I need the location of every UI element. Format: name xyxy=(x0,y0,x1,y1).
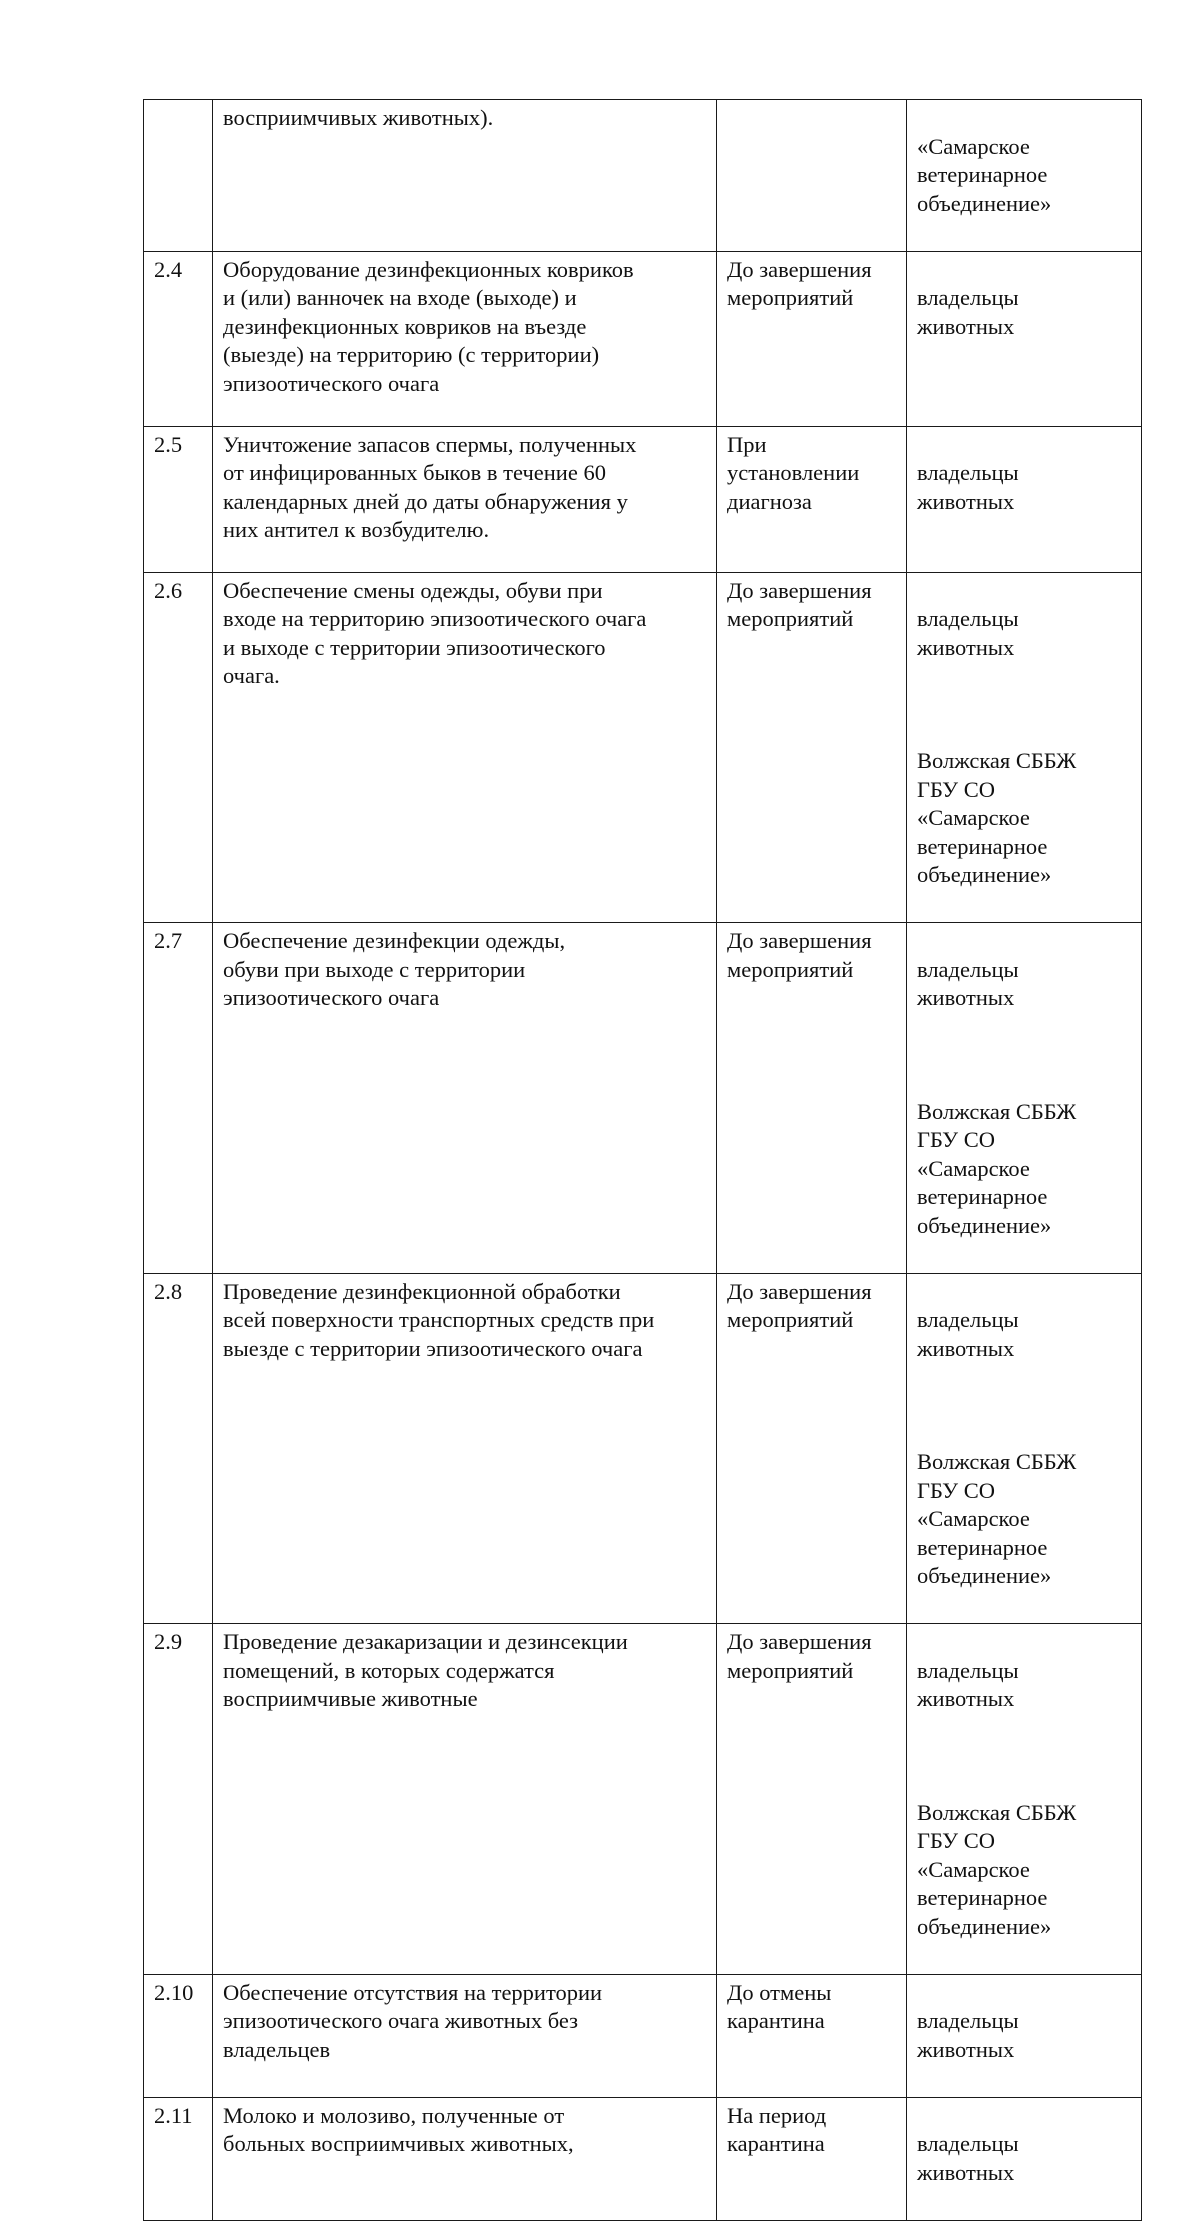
row-number: 2.10 xyxy=(144,1974,213,2097)
responsible-cell xyxy=(907,1974,1142,2097)
action-cell: Уничтожение запасов спермы, полученных от инфицированных быков в течение 60 календарных дней до даты обнаружения у них антител к возбудителю. xyxy=(213,426,717,572)
responsible-main: владельцы животных xyxy=(917,2008,1019,2062)
action-cell: восприимчивых животных). xyxy=(213,100,717,252)
responsible-cell xyxy=(907,923,1142,1274)
responsible-cell xyxy=(907,251,1142,426)
responsible-service: Волжская СББЖ ГБУ СО «Самарское ветеринарное объединение» xyxy=(917,1799,1077,1939)
term-cell: До завершения мероприятий xyxy=(717,251,907,426)
table-row xyxy=(144,100,1142,252)
responsible-main: владельцы животных xyxy=(917,606,1019,660)
table-row xyxy=(144,426,1142,572)
responsible-cell xyxy=(907,1624,1142,1975)
responsible-main: владельцы животных xyxy=(917,460,1019,514)
row-number xyxy=(144,100,213,252)
action-cell: Оборудование дезинфекционных ковриков и (или) ванночек на входе (выходе) и дезинфекционных ковриков на въезде (выезде) на территорию (с территории) эпизоотического очага xyxy=(213,251,717,426)
responsible-main: владельцы животных xyxy=(917,285,1019,339)
action-cell: Молоко и молозиво, полученные от больных восприимчивых животных, xyxy=(213,2097,717,2220)
table-row xyxy=(144,923,1142,1274)
table-row xyxy=(144,1624,1142,1975)
term-cell: При установлении диагноза xyxy=(717,426,907,572)
row-number: 2.6 xyxy=(144,572,213,923)
measures-table xyxy=(143,99,1142,2221)
responsible-cell xyxy=(907,572,1142,923)
table-row xyxy=(144,1974,1142,2097)
responsible-service: Волжская СББЖ ГБУ СО «Самарское ветеринарное объединение» xyxy=(917,748,1077,887)
action-cell: Обеспечение отсутствия на территории эпизоотического очага животных без владельцев xyxy=(213,1974,717,2097)
responsible-spacer xyxy=(917,1742,1133,1770)
responsible-cell xyxy=(907,426,1142,572)
term-cell: До завершения мероприятий xyxy=(717,1273,907,1624)
row-number: 2.11 xyxy=(144,2097,213,2220)
responsible-spacer xyxy=(917,1041,1133,1069)
responsible-main: владельцы животных xyxy=(917,1307,1019,1361)
responsible-spacer xyxy=(917,691,1133,719)
table-row xyxy=(144,1273,1142,1624)
responsible-main: владельцы животных xyxy=(917,2131,1019,2185)
row-number: 2.9 xyxy=(144,1624,213,1975)
table-row xyxy=(144,572,1142,923)
term-cell: До завершения мероприятий xyxy=(717,572,907,923)
action-cell: Проведение дезинфекционной обработки всей поверхности транспортных средств при выезде с территории эпизоотического очага xyxy=(213,1273,717,1624)
responsible-service: Волжская СББЖ ГБУ СО «Самарское ветеринарное объединение» xyxy=(917,1449,1077,1588)
row-number: 2.5 xyxy=(144,426,213,572)
responsible-spacer xyxy=(917,1392,1133,1420)
row-number: 2.4 xyxy=(144,251,213,426)
term-cell: На период карантина xyxy=(717,2097,907,2220)
responsible-cell xyxy=(907,2097,1142,2220)
term-cell: До завершения мероприятий xyxy=(717,923,907,1274)
table-row xyxy=(144,251,1142,426)
row-number: 2.8 xyxy=(144,1273,213,1624)
row-number: 2.7 xyxy=(144,923,213,1274)
term-cell: До отмены карантина xyxy=(717,1974,907,2097)
table-row xyxy=(144,2097,1142,2220)
action-cell: Проведение дезакаризации и дезинсекции помещений, в которых содержатся восприимчивые животные xyxy=(213,1624,717,1975)
responsible-cell xyxy=(907,1273,1142,1624)
responsible-main: «Самарское ветеринарное объединение» xyxy=(917,133,1052,216)
action-cell: Обеспечение дезинфекции одежды, обуви при выходе с территории эпизоотического очага xyxy=(213,923,717,1274)
term-cell: До завершения мероприятий xyxy=(717,1624,907,1975)
responsible-main: владельцы животных xyxy=(917,1657,1019,1711)
action-cell: Обеспечение смены одежды, обуви при входе на территорию эпизоотического очага и выходе с территории эпизоотического очага. xyxy=(213,572,717,923)
responsible-service: Волжская СББЖ ГБУ СО «Самарское ветеринарное объединение» xyxy=(917,1098,1077,1238)
term-cell xyxy=(717,100,907,252)
responsible-cell xyxy=(907,100,1142,252)
responsible-main: владельцы животных xyxy=(917,956,1019,1010)
